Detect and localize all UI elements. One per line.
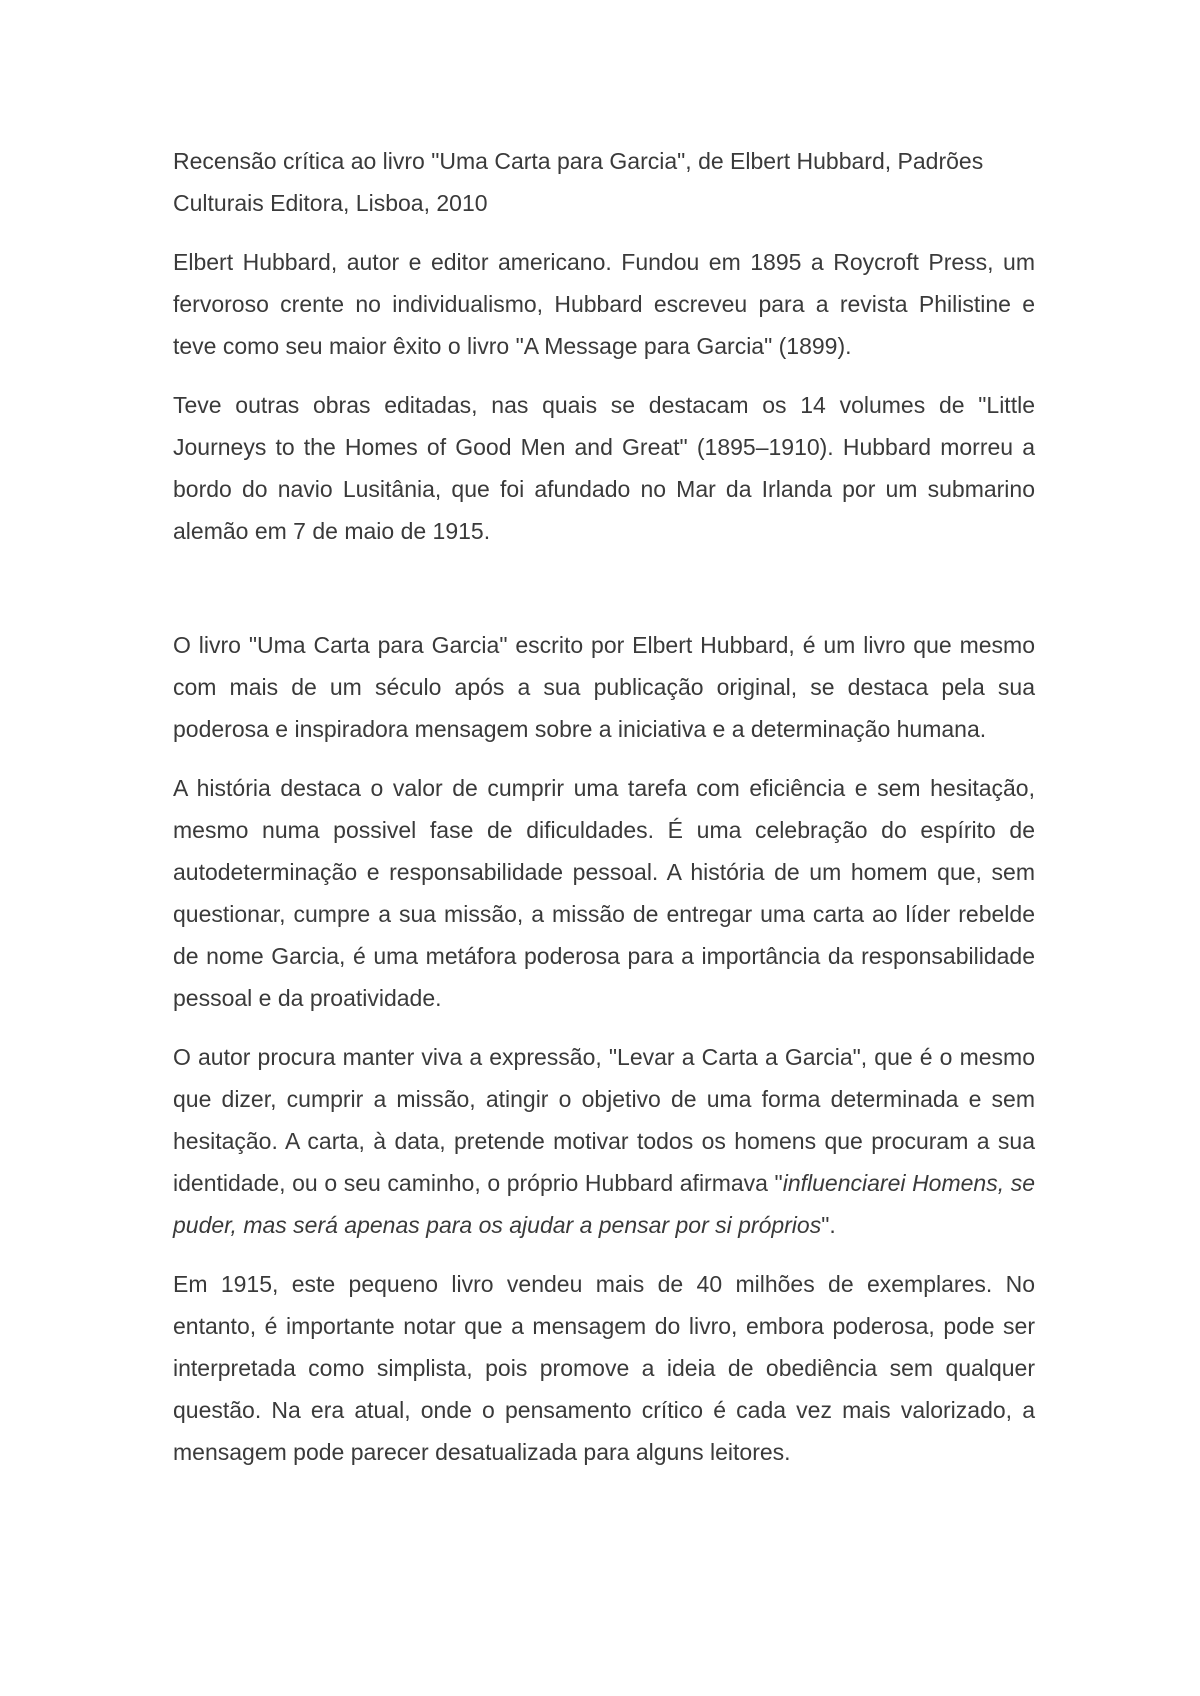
document-title: Recensão crítica ao livro "Uma Carta para Garcia", de Elbert Hubbard, Padrões Culturais Editora, Lisboa, 2010: [173, 148, 984, 216]
document-body: [173, 140, 1035, 1490]
paragraph-expression: [173, 1036, 1035, 1246]
paragraph-expression-end: ".: [821, 1212, 836, 1238]
paragraph-story-value: A história destaca o valor de cumprir uma tarefa com eficiência e sem hesitação, mesmo numa possivel fase de dificuldades. É uma celebração do espírito de autodeterminação e responsabilidade pessoal. A história de um homem que, sem questionar, cumpre a sua missão, a missão de entregar uma carta ao líder rebelde de nome Garcia, é uma metáfora poderosa para a importância da responsabilidade pessoal e da proatividade.: [173, 775, 1035, 1011]
paragraph-author-bio: Elbert Hubbard, autor e editor americano. Fundou em 1895 a Roycroft Press, um fervoroso crente no individualismo, Hubbard escreveu para a revista Philistine e teve como seu maior êxito o livro "A Message para Garcia" (1899).: [173, 249, 1035, 359]
paragraph-book-intro: O livro "Uma Carta para Garcia" escrito por Elbert Hubbard, é um livro que mesmo com mais de um século após a sua publicação original, se destaca pela sua poderosa e inspiradora mensagem sobre a iniciativa e a determinação humana.: [173, 632, 1035, 742]
paragraph-sales: Em 1915, este pequeno livro vendeu mais de 40 milhões de exemplares. No entanto, é importante notar que a mensagem do livro, embora poderosa, pode ser interpretada como simplista, pois promove a ideia de obediência sem qualquer questão. Na era atual, onde o pensamento crítico é cada vez mais valorizado, a mensagem pode parecer desatualizada para alguns leitores.: [173, 1271, 1035, 1465]
blank-line: [173, 569, 1035, 624]
paragraph-other-works: Teve outras obras editadas, nas quais se destacam os 14 volumes de "Little Journeys to the Homes of Good Men and Great" (1895–1910). Hubbard morreu a bordo do navio Lusitânia, que foi afundado no Mar da Irlanda por um submarino alemão em 7 de maio de 1915.: [173, 392, 1035, 544]
hubbard-quote: influenciarei Homens, se puder, mas será apenas para os ajudar a pensar por si próprios: [173, 1170, 1036, 1238]
paragraph-expression-text: O autor procura manter viva a expressão, "Levar a Carta a Garcia", que é o mesmo que dizer, cumprir a missão, atingir o objetivo de uma forma determinada e sem hesitação. A carta, à data, pretende motivar todos os homens que procuram a sua identidade, ou o seu caminho, o próprio Hubbard afirmava ": [173, 1044, 1035, 1196]
